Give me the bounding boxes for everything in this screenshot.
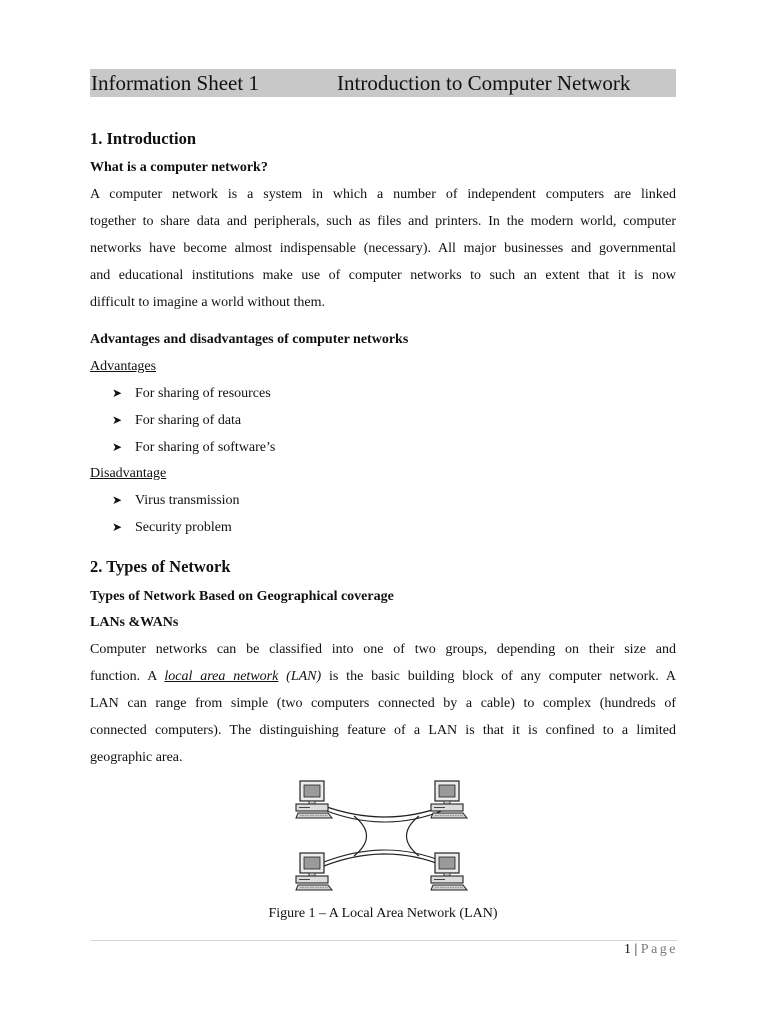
- paragraph-line: function. A local area network (LAN) is the basic building block of any computer network. A: [90, 669, 676, 684]
- paragraph-line: and educational institutions make use of computer networks to such an extent that it is now: [90, 268, 676, 283]
- advantages-label: Advantages: [90, 359, 157, 374]
- intro-paragraph: [90, 181, 676, 316]
- arrow-bullet-icon: ➤: [112, 386, 123, 400]
- question-heading: What is a computer network?: [90, 160, 268, 175]
- computer-icon: [296, 781, 332, 818]
- paragraph-line: together to share data and peripherals, such as files and printers. In the modern world, computer: [90, 214, 676, 229]
- paragraph-line: difficult to imagine a world without them.: [90, 295, 325, 310]
- network-types-heading: Types of Network Based on Geographical coverage: [90, 589, 394, 604]
- page-footer: [624, 942, 678, 958]
- figure-caption: Figure 1 – A Local Area Network (LAN): [268, 906, 498, 921]
- list-item: ➤ For sharing of software’s: [112, 440, 276, 455]
- footer-divider: [90, 940, 678, 941]
- page-label: Page: [640, 942, 678, 957]
- paragraph-line: Computer networks can be classified into one of two groups, depending on their size and: [90, 642, 676, 657]
- section-1-title: 1. Introduction: [90, 129, 197, 148]
- cable-left: [354, 816, 367, 856]
- arrow-bullet-icon: ➤: [112, 493, 123, 507]
- list-item: ➤ For sharing of data: [112, 413, 242, 428]
- arrow-bullet-icon: ➤: [112, 520, 123, 534]
- lan-paragraph: [90, 636, 676, 771]
- lan-term: local area network: [164, 669, 279, 684]
- list-item: ➤ For sharing of resources: [112, 386, 271, 401]
- disadvantage-label: Disadvantage: [90, 466, 167, 481]
- list-item: ➤ Security problem: [112, 520, 232, 535]
- computer-icon: [431, 853, 467, 890]
- paragraph-line: A computer network is a system in which a number of independent computers are linked: [90, 187, 676, 202]
- cable-right: [407, 816, 420, 856]
- page-number: 1: [623, 942, 631, 957]
- section-2-title: 2. Types of Network: [90, 557, 231, 576]
- arrow-bullet-icon: ➤: [112, 413, 123, 427]
- list-item: ➤ Virus transmission: [112, 493, 240, 508]
- paragraph-line: LAN can range from simple (two computers connected by a cable) to complex (hundreds of: [90, 696, 676, 711]
- paragraph-line: connected computers). The distinguishing feature of a LAN is that it is confined to a limited: [90, 723, 676, 738]
- paragraph-line: geographic area.: [90, 750, 183, 765]
- paragraph-line: networks have become almost indispensable (necessary). All major businesses and governmental: [90, 241, 676, 256]
- advantages-heading: Advantages and disadvantages of computer networks: [90, 332, 409, 347]
- cable-top: [324, 806, 444, 817]
- lan-diagram: [294, 776, 479, 896]
- arrow-bullet-icon: ➤: [112, 440, 123, 454]
- lans-wans-heading: LANs &WANs: [90, 615, 179, 630]
- header-topic-title: Introduction to Computer Network: [337, 71, 631, 95]
- header-sheet-title: Information Sheet 1: [91, 71, 259, 95]
- computer-icon: [296, 853, 332, 890]
- footer-separator: |: [634, 942, 638, 957]
